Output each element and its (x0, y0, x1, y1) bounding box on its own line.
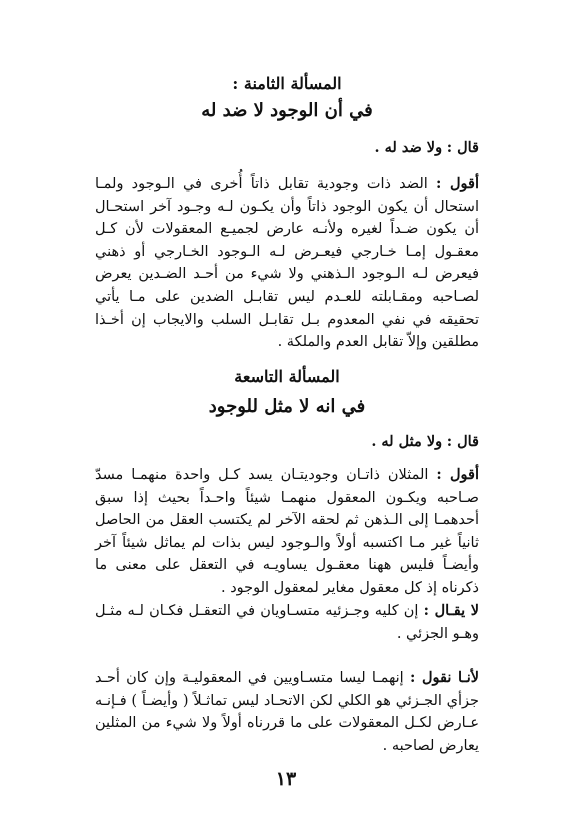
paragraph-10-text: إن كليه وجـزئيه متسـاويان في التعقـل فكـان لـه مثـل وهـو الجزئي . (95, 603, 479, 642)
page-number: ١٣ (275, 768, 297, 790)
quote-9 (95, 431, 479, 454)
quote-9-text: ولا مثل له . (371, 433, 443, 450)
paragraph-8 (95, 173, 479, 354)
paragraph-11-text: إنهمـا ليسا متسـاويين في المعقوليـة وإن كان أحـد جزأي الجـزئي هو الكلي لكن الاتحـاد ليس تماثـلاً ( وأيضـاً ) فـإنـه عـارض لكـل المعقولات على ما قررناه أولاً ولا شيء من المثلين يعارض لصاحبه . (95, 670, 479, 754)
section-8-subtitle: في أن الوجود لا ضد له (201, 100, 373, 121)
quote-9-label: قال : (446, 433, 479, 450)
paragraph-10-label: لا يقـال : (423, 602, 480, 619)
paragraph-11-label: لأنـا نقول : (409, 669, 480, 686)
paragraph-11 (95, 667, 479, 757)
section-9-title: المسألة التاسعة (234, 367, 340, 386)
quote-8 (95, 137, 479, 160)
paragraph-9-label: أقول : (436, 466, 479, 483)
section-9-subtitle: في انه لا مثل للوجود (208, 396, 366, 417)
paragraph-9-text: المثلان ذاتـان وجوديتـان يسد كـل واحدة منهمـا مسدّ صـاحبه ويكـون المعقول منهمـا شيئاً واحـداً بحيث إذا سبق أحدهمـا إلى الـذهن ثم لحقه الآخر لم يكتسب العقل من الحاصل ثانياً غير مـا اكتسبه أولاً والـوجود ليس بذات لم يماثل شيئاً آخر وأيضـاً فليس ههنا معقـول يساويـه في التعقل على معنى ما ذكرناه إذ كل معقول مغاير لمعقول الوجود . (95, 467, 479, 596)
paragraph-8-text: الضد ذات وجودية تقابل ذاتاً أُخرى في الـوجود ولمـا استحال أن يكون الوجود ذاتاً وأن يكـون لـه وجـود آخر استحـال أن يكون ضـداً لغيره ولأنـه عارض لجميـع المعقولات لأن كـل معقـول إمـا خـارجي فيعـرض لـه الـوجود الخـارجي أو ذهني فيعرض لـه الـوجود الـذهني ولا شيء من أحـد الضـدين يعرض لصـاحبه ومقـابلته للعـدم ليس تقابـل الضدين على مـا يأتي تحقيقه في نفي المعدوم بـل تقابـل السلب والايجاب إن أخـذا مطلقين وإلاّ تقابل العدم والملكة . (95, 176, 479, 351)
paragraph-8-label: أقول : (436, 175, 479, 192)
paragraph-10 (95, 600, 479, 645)
section-8-title: المسألة الثامنة : (232, 74, 342, 93)
quote-8-text: ولا ضد له . (374, 139, 443, 156)
paragraph-9 (95, 464, 479, 600)
quote-8-label: قال : (446, 139, 479, 156)
